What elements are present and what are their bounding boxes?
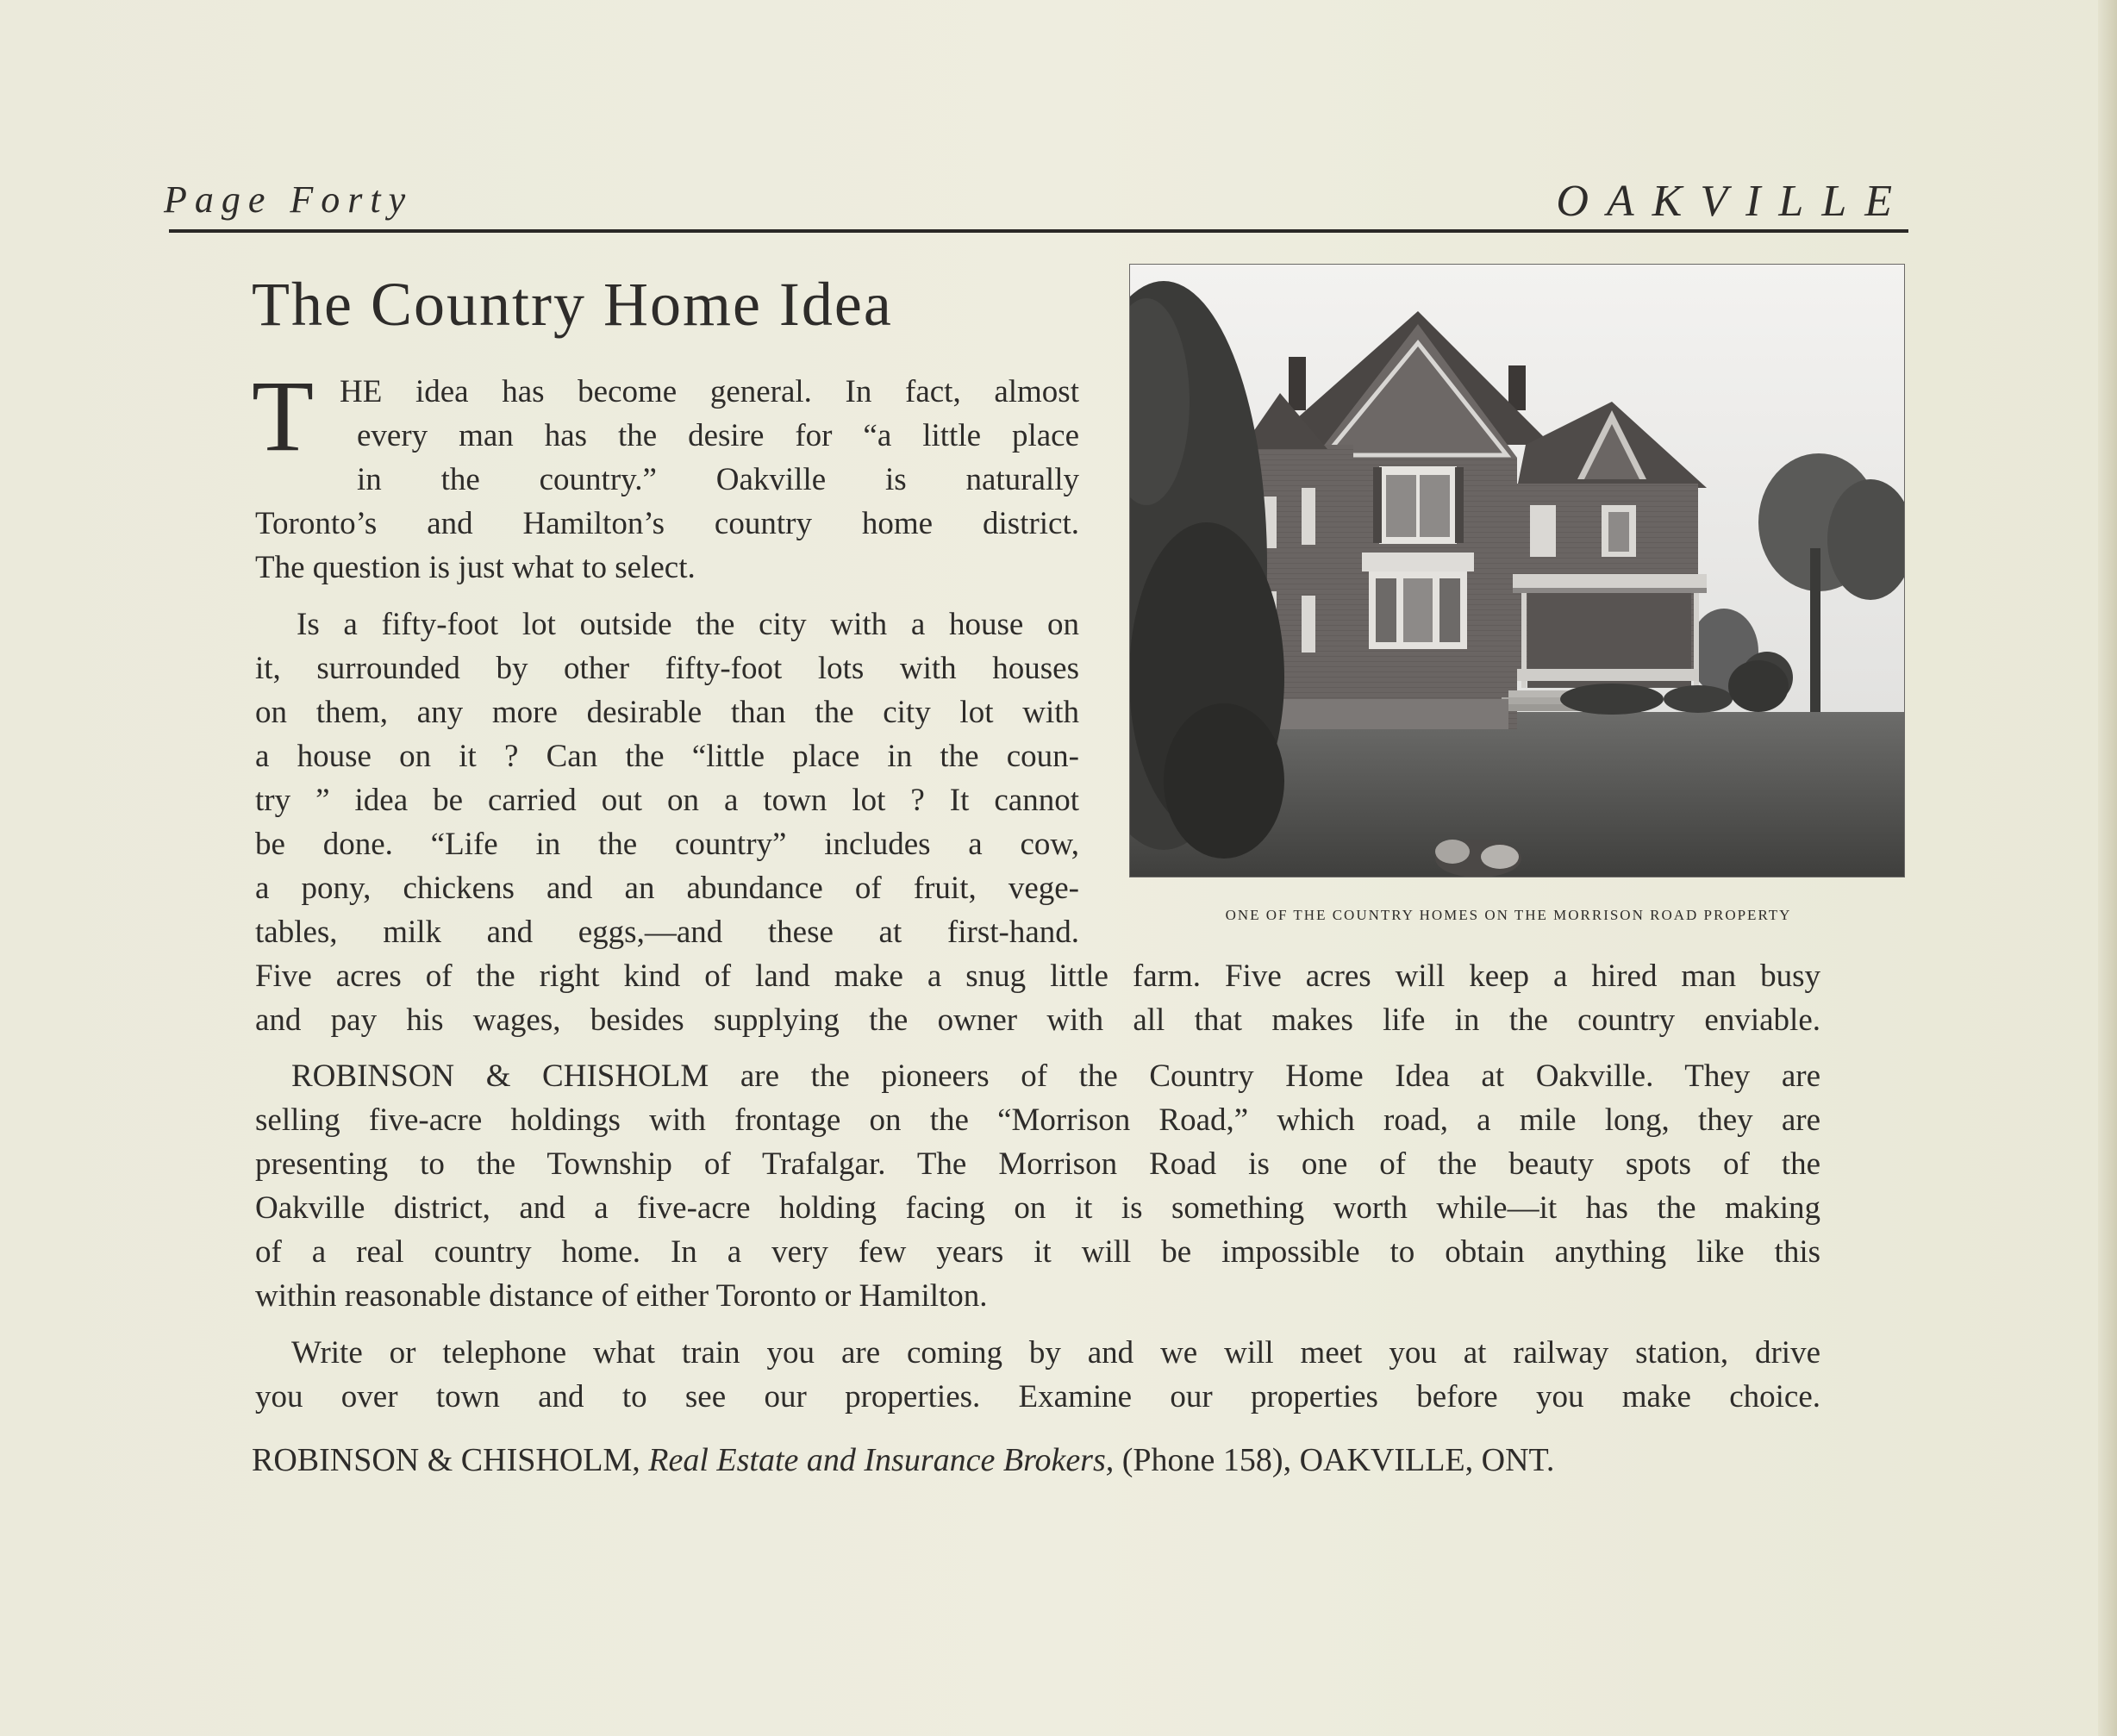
body-line: Toronto’s and Hamilton’s country home district.: [255, 506, 1079, 541]
body-line: it, surrounded by other fifty-foot lots with houses: [255, 651, 1079, 686]
body-line: and pay his wages, besides supplying the owner with all that makes life in the country enviable.: [255, 1002, 1820, 1038]
header-rule: [169, 229, 1908, 233]
page-number-label: Page Forty: [164, 178, 414, 221]
photo-caption: ONE OF THE COUNTRY HOMES ON THE MORRISON ROAD PROPERTY: [1225, 907, 1792, 923]
body-line: be done. “Life in the country” includes a cow,: [255, 827, 1079, 862]
article-title: The Country Home Idea: [252, 270, 893, 339]
dog-figure: [1435, 840, 1521, 877]
body-line: within reasonable distance of either Toronto or Hamilton.: [255, 1278, 988, 1314]
firm-role: Real Estate and Insurance Brokers,: [648, 1442, 1115, 1478]
body-line: a house on it ? Can the “little place in the coun-: [255, 739, 1079, 774]
body-line: selling five-acre holdings with frontage on the “Morrison Road,” which road, a mile long, they are: [255, 1102, 1820, 1138]
firm-contact: (Phone 158), OAKVILLE, ONT.: [1121, 1442, 1555, 1478]
firm-name: ROBINSON & CHISHOLM,: [252, 1442, 640, 1478]
body-line: a pony, chickens and an abundance of fruit, vege-: [255, 871, 1079, 906]
body-line: Oakville district, and a five-acre holding facing on it is something worth while—it has the making: [255, 1190, 1820, 1226]
drop-cap: T: [252, 359, 315, 472]
body-line: every man has the desire for “a little place: [357, 418, 1079, 453]
body-line: The question is just what to select.: [255, 550, 696, 585]
body-line: Five acres of the right kind of land make a snug little farm. Five acres will keep a hired man busy: [255, 959, 1820, 994]
body-line: tables, milk and eggs,—and these at first-hand.: [255, 915, 1079, 950]
body-line: in the country.” Oakville is naturally: [357, 462, 1079, 497]
body-line: ROBINSON & CHISHOLM are the pioneers of the Country Home Idea at Oakville. They are: [291, 1058, 1820, 1094]
body-line: Is a fifty-foot lot outside the city with a house on: [297, 607, 1079, 642]
body-line: try ” idea be carried out on a town lot ? It cannot: [255, 783, 1079, 818]
page-edge: [2098, 0, 2117, 1736]
body-line: HE idea has become general. In fact, almost: [340, 374, 1079, 409]
body-line: on them, any more desirable than the city lot with: [255, 695, 1079, 730]
body-line: of a real country home. In a very few years it will be impossible to obtain anything like this: [255, 1234, 1820, 1270]
house-photograph: [1129, 264, 1905, 877]
publication-title: OAKVILLE: [1556, 177, 1910, 226]
body-line: presenting to the Township of Trafalgar. The Morrison Road is one of the beauty spots of the: [255, 1146, 1820, 1182]
advertiser-signature: [252, 1441, 1554, 1479]
body-line: you over town and to see our properties. Examine our properties before you make choice.: [255, 1379, 1820, 1414]
body-line: Write or telephone what train you are coming by and we will meet you at railway station, drive: [291, 1335, 1820, 1371]
